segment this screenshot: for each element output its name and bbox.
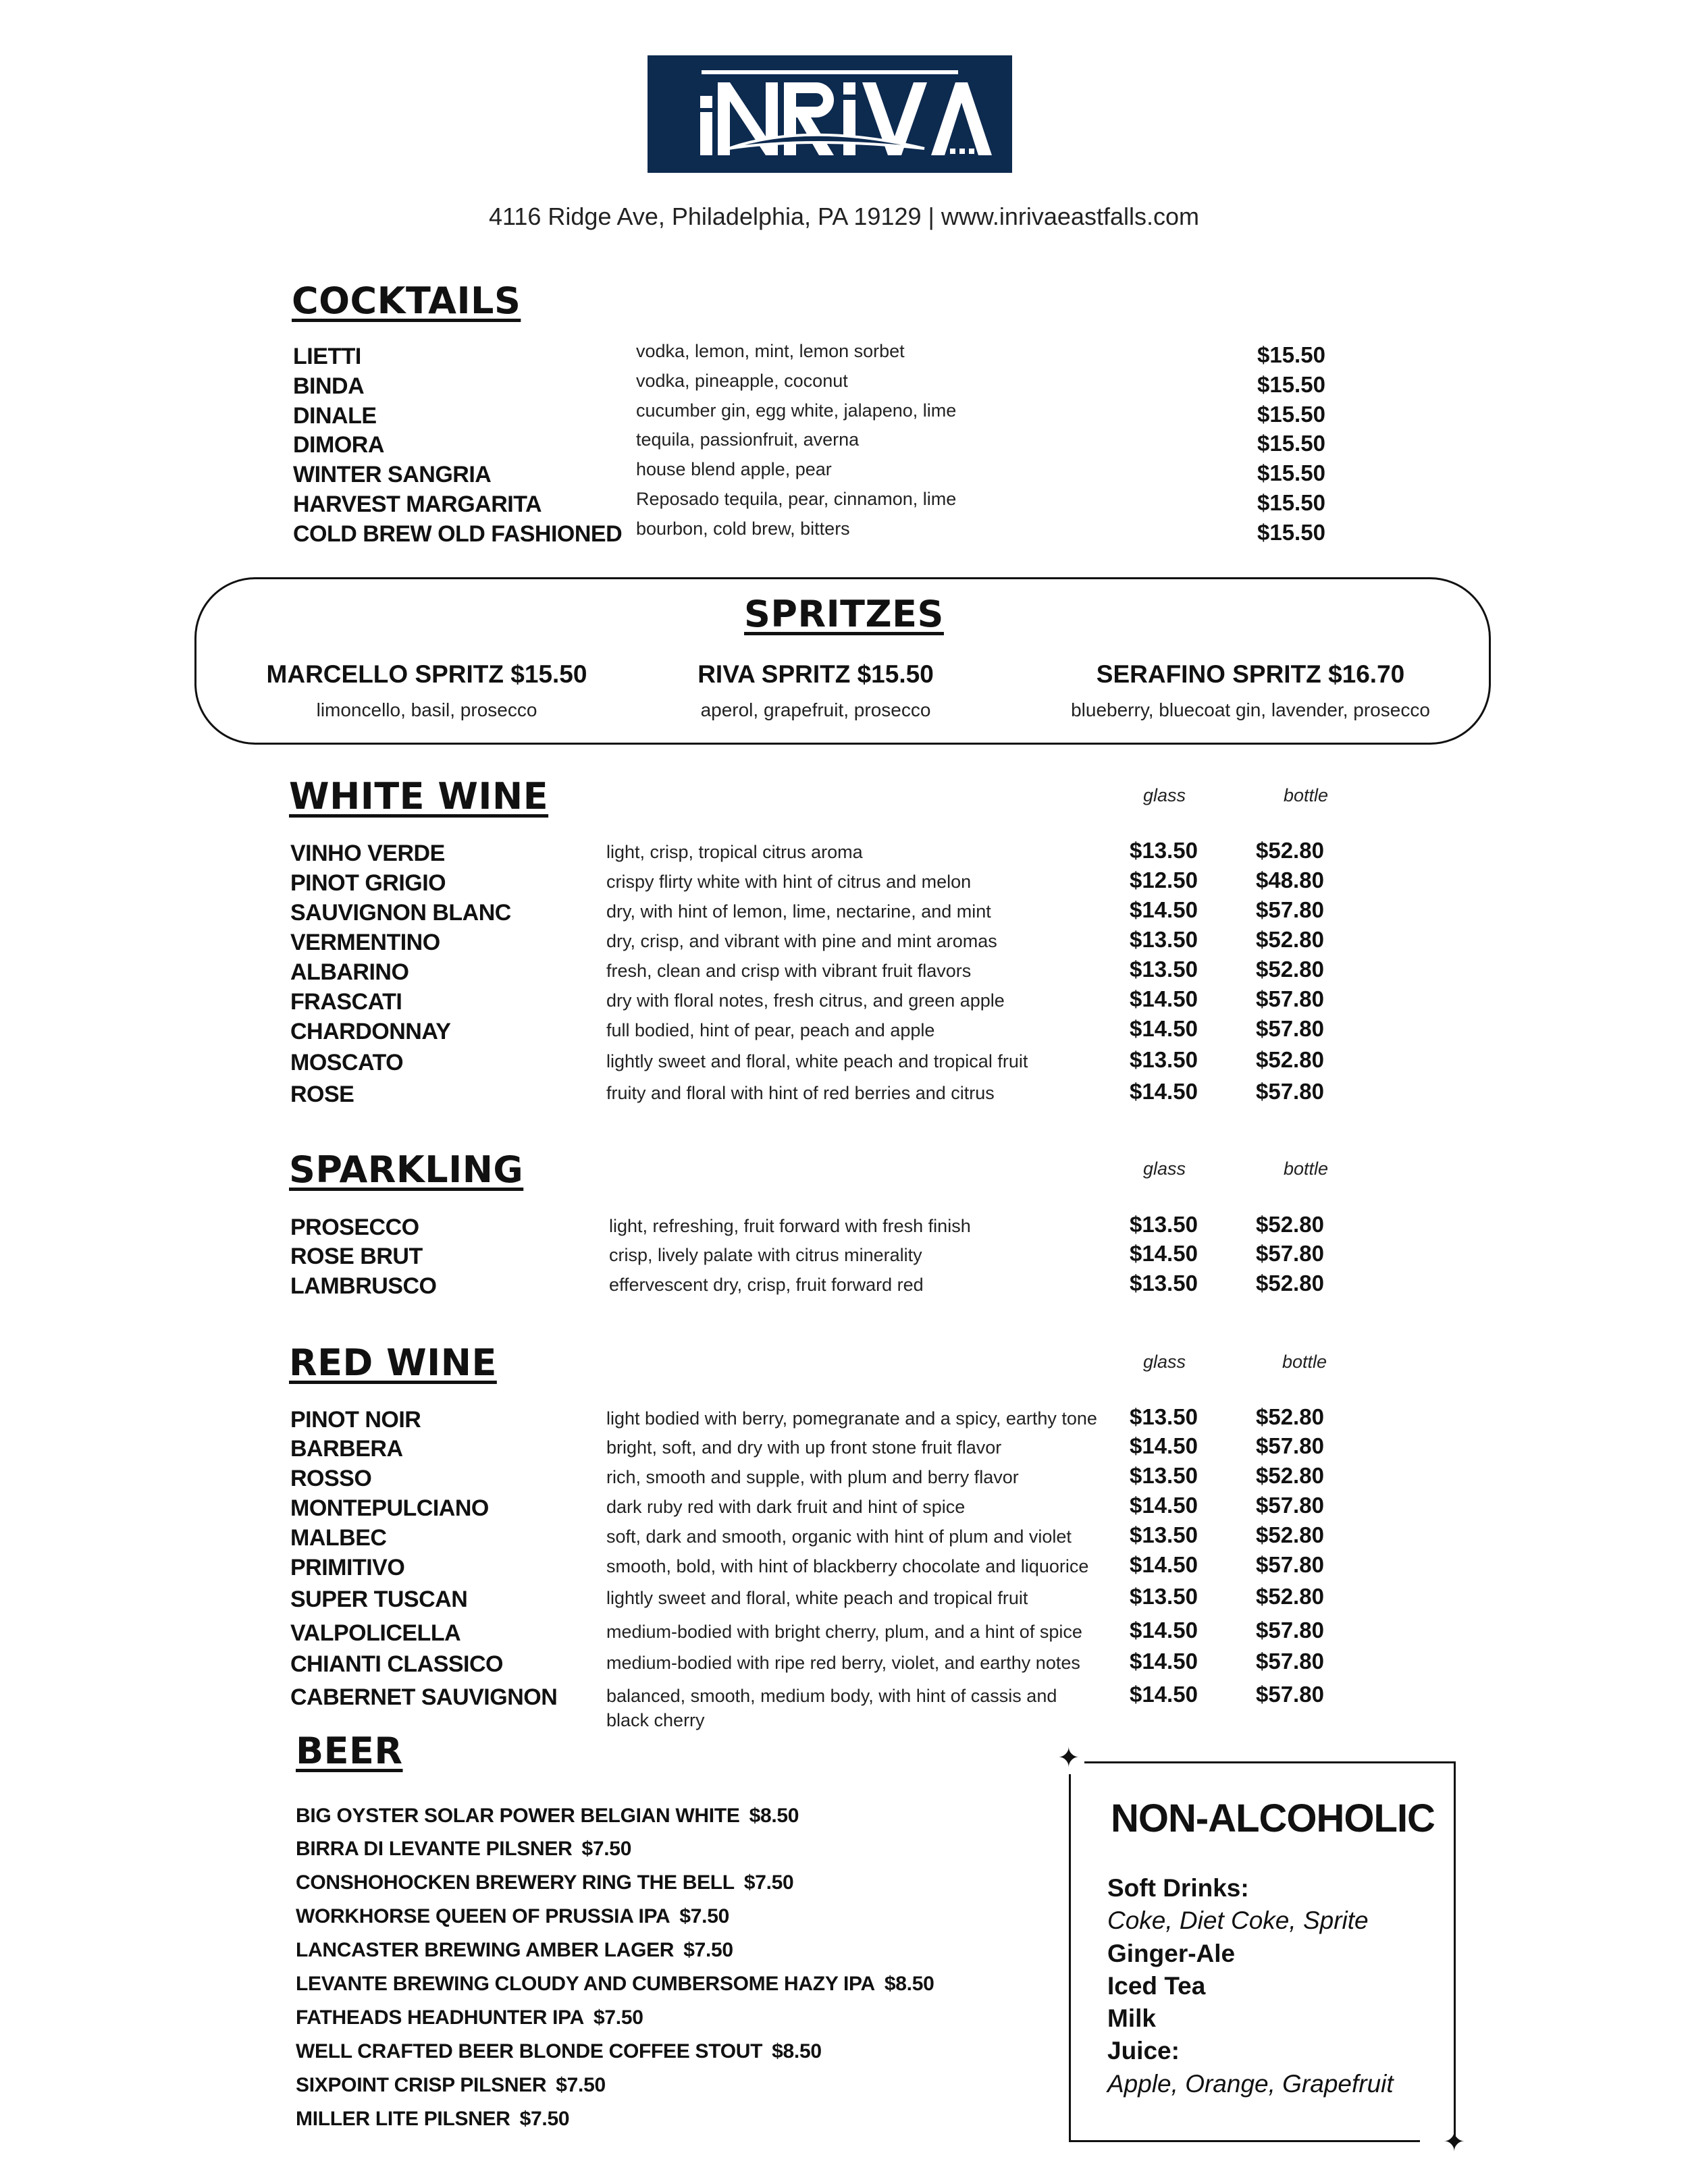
beer-item bbox=[296, 1939, 733, 1962]
spritz-desc: aperol, grapefruit, prosecco bbox=[700, 699, 931, 720]
na-border-right bbox=[1454, 1761, 1456, 2137]
beer-name: WELL CRAFTED BEER BLONDE COFFEE STOUT bbox=[296, 2040, 763, 2062]
cocktail-price: $15.50 bbox=[1257, 372, 1325, 397]
glass-price: $13.50 bbox=[1130, 927, 1198, 952]
glass-price: $13.50 bbox=[1130, 1047, 1198, 1072]
white-wine-row bbox=[0, 1016, 1688, 1048]
glass-price: $14.50 bbox=[1130, 1649, 1198, 1674]
cocktail-name: HARVEST MARGARITA bbox=[293, 491, 542, 517]
beer-name: BIRRA DI LEVANTE PILSNER bbox=[296, 1838, 573, 1860]
cocktail-row bbox=[0, 429, 1688, 462]
wine-desc: full bodied, hint of pear, peach and apple bbox=[606, 1020, 935, 1040]
wine-name: CABERNET SAUVIGNON bbox=[290, 1684, 558, 1710]
bottle-price: $52.80 bbox=[1256, 1463, 1324, 1488]
wine-name: ALBARINO bbox=[290, 959, 409, 985]
sparkling-row bbox=[0, 1212, 1688, 1244]
white-wine-row bbox=[0, 927, 1688, 959]
non-alcoholic-item: Coke, Diet Coke, Sprite bbox=[1107, 1907, 1369, 1934]
cocktail-desc: vodka, lemon, mint, lemon sorbet bbox=[636, 341, 905, 361]
wine-desc: light, refreshing, fruit forward with fresh finish bbox=[609, 1216, 971, 1236]
spritz-desc: limoncello, basil, prosecco bbox=[316, 699, 537, 720]
cocktail-row bbox=[0, 373, 1688, 403]
wine-desc: crispy flirty white with hint of citrus and melon bbox=[606, 872, 972, 892]
sparkling-row bbox=[0, 1273, 1688, 1303]
beer-price: $7.50 bbox=[594, 2006, 643, 2029]
red-wine-row bbox=[0, 1463, 1688, 1495]
beer-name: BIG OYSTER SOLAR POWER BELGIAN WHITE bbox=[296, 1805, 740, 1827]
wine-name: BARBERA bbox=[290, 1436, 403, 1462]
non-alcoholic-item: Soft Drinks: bbox=[1107, 1874, 1249, 1902]
non-alcoholic-item: Juice: bbox=[1107, 2037, 1180, 2065]
beer-item bbox=[296, 1871, 793, 1894]
bottle-price: $57.80 bbox=[1256, 986, 1324, 1011]
wine-name: PINOT NOIR bbox=[290, 1407, 421, 1433]
red-wine-title: RED WINE bbox=[289, 1341, 497, 1384]
bottle-price: $52.80 bbox=[1256, 1047, 1324, 1072]
white-wine-row bbox=[0, 870, 1688, 900]
sparkling-title: SPARKLING bbox=[289, 1148, 524, 1191]
logo-mark bbox=[648, 55, 1012, 173]
red-wine-row bbox=[0, 1433, 1688, 1466]
glass-price: $12.50 bbox=[1130, 868, 1198, 893]
beer-item bbox=[296, 1805, 799, 1828]
bottle-price: $52.80 bbox=[1256, 1522, 1324, 1547]
red-wine-row bbox=[0, 1495, 1688, 1525]
wine-name: MOSCATO bbox=[290, 1050, 404, 1075]
red-wine-row bbox=[0, 1584, 1688, 1616]
wine-name: MONTEPULCIANO bbox=[290, 1495, 489, 1521]
wine-desc: dry, crisp, and vibrant with pine and mint aromas bbox=[606, 931, 997, 951]
glass-price: $13.50 bbox=[1130, 1404, 1198, 1429]
wine-name: ROSE BRUT bbox=[290, 1244, 423, 1269]
cocktail-desc: cucumber gin, egg white, jalapeno, lime bbox=[636, 400, 957, 421]
beer-name: CONSHOHOCKEN BREWERY RING THE BELL bbox=[296, 1871, 735, 1894]
wine-name: ROSSO bbox=[290, 1466, 372, 1491]
na-border-top bbox=[1084, 1761, 1456, 1763]
white-wine-row bbox=[0, 897, 1688, 930]
non-alcoholic-item: Milk bbox=[1107, 2004, 1156, 2032]
glass-price: $13.50 bbox=[1130, 1212, 1198, 1237]
wine-name: VERMENTINO bbox=[290, 930, 440, 955]
glass-price: $14.50 bbox=[1130, 1241, 1198, 1266]
glass-price: $14.50 bbox=[1130, 897, 1198, 922]
glass-price: $14.50 bbox=[1130, 1618, 1198, 1643]
cocktail-price: $15.50 bbox=[1257, 402, 1325, 427]
cocktail-price: $15.50 bbox=[1257, 460, 1325, 485]
bottle-price: $57.80 bbox=[1256, 1433, 1324, 1458]
wine-desc: medium-bodied with bright cherry, plum, and a hint of spice bbox=[606, 1622, 1082, 1642]
beer-name: SIXPOINT CRISP PILSNER bbox=[296, 2074, 547, 2096]
wine-name: LAMBRUSCO bbox=[290, 1273, 437, 1299]
beer-item bbox=[296, 1905, 729, 1928]
bottle-price: $48.80 bbox=[1256, 868, 1324, 893]
beer-price: $7.50 bbox=[743, 1871, 794, 1894]
wine-desc: medium-bodied with ripe red berry, violet, and earthy notes bbox=[606, 1653, 1080, 1673]
cocktail-row bbox=[0, 459, 1688, 491]
white-wine-row bbox=[0, 838, 1688, 870]
wine-name: VALPOLICELLA bbox=[290, 1620, 461, 1646]
beer-name: FATHEADS HEADHUNTER IPA bbox=[296, 2006, 585, 2029]
cocktail-name: DINALE bbox=[293, 403, 377, 429]
cocktail-desc: bourbon, cold brew, bitters bbox=[636, 518, 850, 539]
cocktail-name: COLD BREW OLD FASHIONED bbox=[293, 521, 623, 547]
wine-desc: dry, with hint of lemon, lime, nectarine, and mint bbox=[606, 901, 991, 922]
red-wine-row bbox=[0, 1552, 1688, 1584]
spritz-name: RIVA SPRITZ $15.50 bbox=[697, 660, 934, 688]
address-line: 4116 Ridge Ave, Philadelphia, PA 19129 | www.inrivaeastfalls.com bbox=[489, 203, 1199, 230]
beer-item bbox=[296, 2074, 606, 2097]
bottle-price: $57.80 bbox=[1256, 1552, 1324, 1577]
spritzes-title: SPRITZES bbox=[744, 593, 944, 635]
beer-title: BEER bbox=[296, 1730, 403, 1772]
glass-price: $13.50 bbox=[1130, 1522, 1198, 1547]
wine-desc: dark ruby red with dark fruit and hint of spice bbox=[606, 1497, 966, 1517]
glass-price: $13.50 bbox=[1130, 957, 1198, 982]
glass-price: $14.50 bbox=[1130, 1552, 1198, 1577]
cocktail-desc: vodka, pineapple, coconut bbox=[636, 371, 848, 391]
wine-name: SAUVIGNON BLANC bbox=[290, 900, 511, 926]
non-alcoholic-title: NON-ALCOHOLIC bbox=[1111, 1796, 1435, 1840]
wine-name: CHIANTI CLASSICO bbox=[290, 1651, 503, 1677]
cocktails-title: COCKTAILS bbox=[292, 279, 521, 322]
glass-price: $14.50 bbox=[1130, 986, 1198, 1011]
cocktail-price: $15.50 bbox=[1257, 342, 1325, 367]
bottle-price: $57.80 bbox=[1256, 1016, 1324, 1041]
wine-name: PRIMITIVO bbox=[290, 1555, 405, 1580]
wine-desc: soft, dark and smooth, organic with hint of plum and violet bbox=[606, 1526, 1072, 1547]
wine-desc: balanced, smooth, medium body, with hint of cassis and bbox=[606, 1686, 1057, 1706]
beer-item bbox=[296, 1838, 631, 1861]
wine-desc: bright, soft, and dry with up front stone fruit flavor bbox=[606, 1437, 1002, 1458]
cocktail-row bbox=[0, 341, 1688, 373]
bottle-price: $57.80 bbox=[1256, 1241, 1324, 1266]
spritz-name: SERAFINO SPRITZ $16.70 bbox=[1096, 660, 1405, 688]
cocktail-row bbox=[0, 518, 1688, 551]
white-wine-row bbox=[0, 1079, 1688, 1111]
na-border-left bbox=[1069, 1774, 1071, 2142]
beer-name: LEVANTE BREWING CLOUDY AND CUMBERSOME HAZY IPA bbox=[296, 1973, 875, 1995]
wine-desc: rich, smooth and supple, with plum and berry flavor bbox=[606, 1467, 1019, 1487]
wine-name: PROSECCO bbox=[290, 1215, 419, 1240]
red-wine-row bbox=[0, 1682, 1688, 1730]
wine-desc-cont: black cherry bbox=[606, 1710, 705, 1730]
glass-price: $13.50 bbox=[1130, 1463, 1198, 1488]
beer-price: $8.50 bbox=[749, 1805, 799, 1827]
wine-name: SUPER TUSCAN bbox=[290, 1587, 468, 1612]
white-bottle-header: bottle bbox=[1284, 785, 1329, 805]
bottle-price: $57.80 bbox=[1256, 1682, 1324, 1707]
sparkling-bottle-header: bottle bbox=[1284, 1158, 1329, 1179]
wine-name: MALBEC bbox=[290, 1525, 387, 1551]
cocktail-name: BINDA bbox=[293, 373, 365, 399]
cocktail-desc: tequila, passionfruit, averna bbox=[636, 429, 860, 450]
glass-price: $13.50 bbox=[1130, 838, 1198, 863]
glass-price: $13.50 bbox=[1130, 1584, 1198, 1609]
wine-desc: light bodied with berry, pomegranate and a spicy, earthy tone bbox=[606, 1408, 1097, 1429]
cocktail-name: DIMORA bbox=[293, 432, 384, 458]
bottle-price: $57.80 bbox=[1256, 1079, 1324, 1104]
beer-name: MILLER LITE PILSNER bbox=[296, 2108, 510, 2130]
bottle-price: $52.80 bbox=[1256, 1212, 1324, 1237]
white-wine-row bbox=[0, 959, 1688, 989]
non-alcoholic-item: Apple, Orange, Grapefruit bbox=[1107, 2070, 1394, 2098]
beer-price: $7.50 bbox=[556, 2074, 606, 2096]
glass-price: $14.50 bbox=[1130, 1079, 1198, 1104]
bottle-price: $57.80 bbox=[1256, 1493, 1324, 1518]
bottle-price: $52.80 bbox=[1256, 927, 1324, 952]
wine-desc: light, crisp, tropical citrus aroma bbox=[606, 842, 863, 862]
cocktail-name: WINTER SANGRIA bbox=[293, 462, 492, 487]
glass-price: $13.50 bbox=[1130, 1271, 1198, 1296]
wine-desc: fresh, clean and crisp with vibrant fruit flavors bbox=[606, 961, 972, 981]
wine-name: FRASCATI bbox=[290, 989, 402, 1015]
white-glass-header: glass bbox=[1143, 785, 1186, 805]
bottle-price: $57.80 bbox=[1256, 1618, 1324, 1643]
wine-desc: crisp, lively palate with citrus minerality bbox=[609, 1245, 922, 1265]
bottle-price: $52.80 bbox=[1256, 838, 1324, 863]
beer-price: $7.50 bbox=[519, 2108, 570, 2130]
beer-item bbox=[296, 2040, 822, 2063]
cocktail-price: $15.50 bbox=[1257, 520, 1325, 545]
beer-price: $7.50 bbox=[683, 1939, 733, 1961]
white-wine-row bbox=[0, 1047, 1688, 1080]
spritz-name: MARCELLO SPRITZ $15.50 bbox=[266, 660, 587, 688]
spritz-desc: blueberry, bluecoat gin, lavender, prosecco bbox=[1071, 699, 1430, 720]
wine-name: ROSE bbox=[290, 1082, 354, 1107]
red-wine-row bbox=[0, 1651, 1688, 1681]
wine-desc: dry with floral notes, fresh citrus, and green apple bbox=[606, 990, 1005, 1011]
glass-price: $14.50 bbox=[1130, 1016, 1198, 1041]
red-glass-header: glass bbox=[1143, 1352, 1186, 1372]
wine-name: PINOT GRIGIO bbox=[290, 870, 446, 896]
red-wine-row bbox=[0, 1404, 1688, 1437]
bottle-price: $52.80 bbox=[1256, 1271, 1324, 1296]
glass-price: $14.50 bbox=[1130, 1433, 1198, 1458]
sparkling-row bbox=[0, 1241, 1688, 1273]
cocktail-name: LIETTI bbox=[293, 344, 361, 369]
beer-price: $7.50 bbox=[581, 1838, 632, 1860]
na-border-bottom bbox=[1069, 2140, 1420, 2142]
wine-desc: lightly sweet and floral, white peach and tropical fruit bbox=[606, 1588, 1028, 1608]
bottle-price: $52.80 bbox=[1256, 1584, 1324, 1609]
white-wine-title: WHITE WINE bbox=[289, 775, 549, 818]
cocktail-row bbox=[0, 491, 1688, 521]
non-alcoholic-item: Ginger-Ale bbox=[1107, 1940, 1236, 1967]
beer-item bbox=[296, 2006, 643, 2029]
cocktail-price: $15.50 bbox=[1257, 431, 1325, 456]
beer-price: $8.50 bbox=[884, 1973, 934, 1995]
red-bottle-header: bottle bbox=[1282, 1352, 1327, 1372]
logo bbox=[648, 55, 1012, 173]
cocktail-row bbox=[0, 400, 1688, 433]
wine-name: VINHO VERDE bbox=[290, 841, 445, 866]
wine-desc: effervescent dry, crisp, fruit forward red bbox=[609, 1275, 924, 1295]
beer-price: $7.50 bbox=[679, 1905, 729, 1927]
sparkling-glass-header: glass bbox=[1143, 1158, 1186, 1179]
wine-name: CHARDONNAY bbox=[290, 1019, 451, 1044]
wine-desc: smooth, bold, with hint of blackberry chocolate and liquorice bbox=[606, 1556, 1089, 1576]
red-wine-row bbox=[0, 1620, 1688, 1650]
wine-desc: lightly sweet and floral, white peach and tropical fruit bbox=[606, 1051, 1028, 1071]
sparkle-star-icon: ✦ bbox=[1443, 2127, 1466, 2157]
white-wine-row bbox=[0, 986, 1688, 1019]
wine-desc: fruity and floral with hint of red berries and citrus bbox=[606, 1083, 995, 1103]
beer-price: $8.50 bbox=[772, 2040, 822, 2062]
beer-item bbox=[296, 1973, 934, 1996]
bottle-price: $57.80 bbox=[1256, 1649, 1324, 1674]
cocktail-price: $15.50 bbox=[1257, 490, 1325, 515]
cocktail-desc: house blend apple, pear bbox=[636, 459, 832, 479]
bottle-price: $52.80 bbox=[1256, 957, 1324, 982]
non-alcoholic-item: Iced Tea bbox=[1107, 1972, 1206, 2000]
beer-item bbox=[296, 2108, 569, 2131]
bottle-price: $52.80 bbox=[1256, 1404, 1324, 1429]
sparkle-star-icon: ✦ bbox=[1057, 1743, 1080, 1773]
red-wine-row bbox=[0, 1522, 1688, 1555]
glass-price: $14.50 bbox=[1130, 1493, 1198, 1518]
cocktail-desc: Reposado tequila, pear, cinnamon, lime bbox=[636, 489, 957, 509]
bottle-price: $57.80 bbox=[1256, 897, 1324, 922]
beer-name: WORKHORSE QUEEN OF PRUSSIA IPA bbox=[296, 1905, 670, 1927]
beer-name: LANCASTER BREWING AMBER LAGER bbox=[296, 1939, 675, 1961]
glass-price: $14.50 bbox=[1130, 1682, 1198, 1707]
